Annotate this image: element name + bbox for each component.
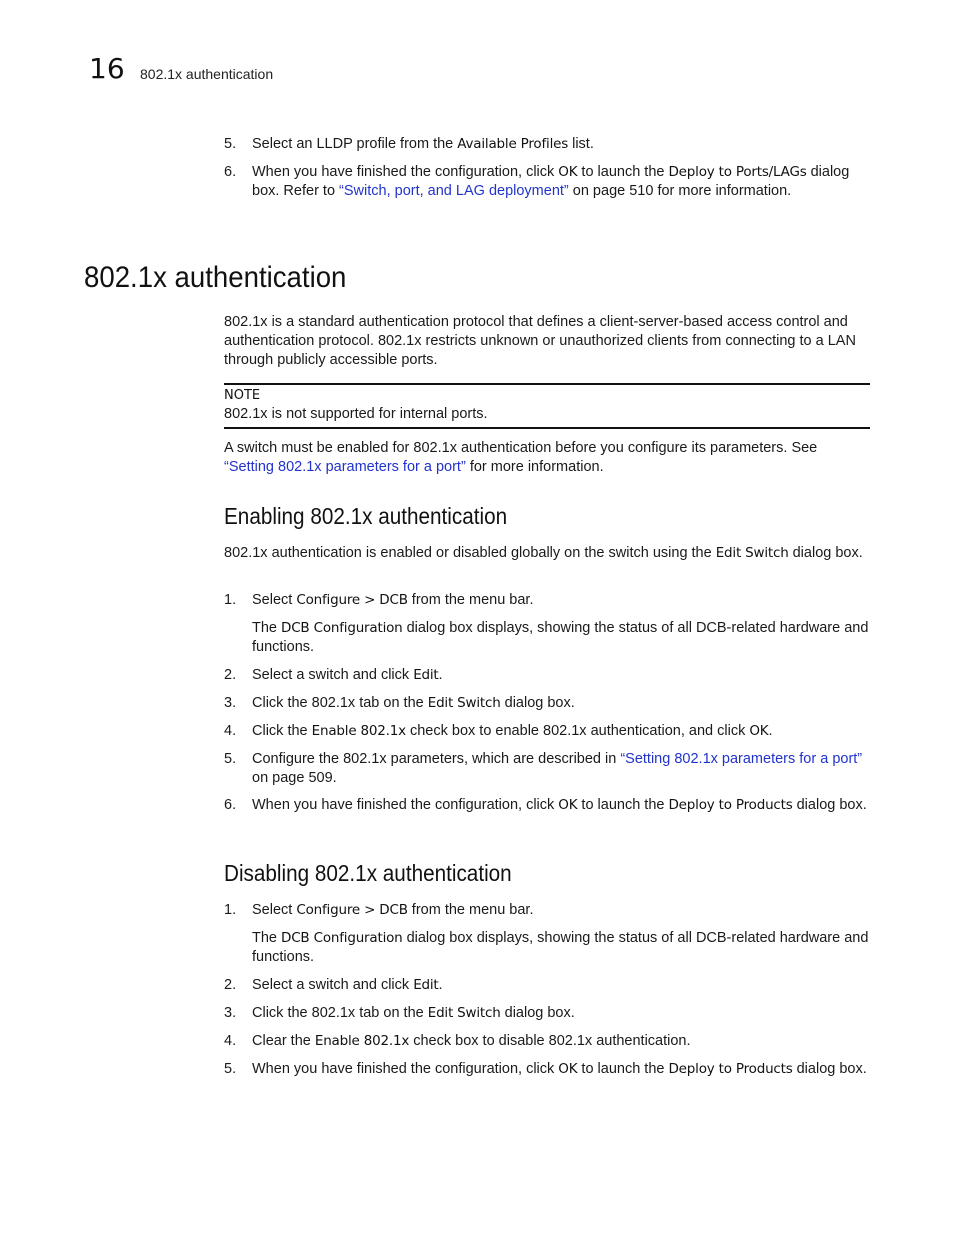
subsection-title-enabling: Enabling 802.1x authentication — [224, 503, 508, 529]
subsection-title-disabling: Disabling 802.1x authentication — [224, 860, 512, 886]
ui-term: Available Profiles — [457, 136, 569, 152]
ui-term: OK — [558, 1061, 578, 1077]
ui-term: Deploy to Ports/LAGs — [668, 164, 807, 180]
section-intro: 802.1x is a standard authentication protocol that defines a client-server-based access control and authentication protocol. 802.1x restricts unknown or unauthorized clients from connecting to a LAN through publicly accessible ports. — [224, 314, 856, 368]
ui-term: Configure > DCB — [296, 592, 408, 608]
step-detail: The DCB Configuration dialog box displays, showing the status of all DCB-related hardware and functions. — [252, 620, 869, 655]
step-number: 4. — [224, 723, 237, 739]
ui-term: DCB Configuration — [281, 930, 403, 946]
list-item: 4. Clear the Enable 802.1x check box to disable 802.1x authentication. — [224, 1033, 691, 1049]
note-bottom-rule — [224, 427, 870, 429]
list-item: 3. Click the 802.1x tab on the Edit Switch dialog box. — [224, 695, 575, 711]
list-item: 1. Select Configure > DCB from the menu bar. — [224, 592, 534, 608]
list-item: 4. Click the Enable 802.1x check box to enable 802.1x authentication, and click OK. — [224, 723, 773, 739]
step-number: 2. — [224, 667, 237, 683]
step-number: 6. — [224, 797, 237, 813]
step-number: 3. — [224, 695, 237, 711]
chapter-number: 16 — [89, 52, 125, 85]
note-label: NOTE — [224, 388, 261, 403]
list-item: 1. Select Configure > DCB from the menu bar. — [224, 902, 534, 918]
ui-term: OK — [558, 164, 578, 180]
note-top-rule — [224, 383, 870, 385]
list-item: 2. Select a switch and click Edit. — [224, 977, 443, 993]
step-number: 4. — [224, 1033, 237, 1049]
ui-term: Configure > DCB — [296, 902, 408, 918]
step-number: 2. — [224, 977, 237, 993]
cross-reference-link[interactable]: “Switch, port, and LAG deployment” — [339, 183, 569, 199]
list-item: 3. Click the 802.1x tab on the Edit Switch dialog box. — [224, 1005, 575, 1021]
list-item: 2. Select a switch and click Edit. — [224, 667, 443, 683]
chapter-title: 802.1x authentication — [140, 66, 274, 82]
section-title: 802.1x authentication — [84, 261, 347, 294]
list-item: 6. When you have finished the configuration, click OK to launch the Deploy to Ports/LAGs dialog box. Refer to “Switch, port, and LAG deployment” on page 510 for more information. — [224, 164, 850, 199]
ui-term: Enable 802.1x — [314, 1033, 410, 1049]
paragraph: A switch must be enabled for 802.1x authentication before you configure its parameters. See “Setting 802.1x parameters for a port” for more information. — [224, 440, 818, 475]
ui-term: Edit Switch — [427, 1005, 501, 1021]
step-number: 3. — [224, 1005, 237, 1021]
ui-term: Deploy to Products — [668, 1061, 793, 1077]
cross-reference-link[interactable]: “Setting 802.1x parameters for a port” — [224, 459, 466, 475]
step-number: 5. — [224, 751, 237, 767]
list-item: 6. When you have finished the configuration, click OK to launch the Deploy to Products dialog box. — [224, 797, 867, 813]
ui-term: Deploy to Products — [668, 797, 793, 813]
ui-term: DCB Configuration — [281, 620, 403, 636]
ui-term: Enable 802.1x — [311, 723, 406, 739]
note-text: 802.1x is not supported for internal ports. — [224, 406, 488, 422]
step-number: 5. — [224, 136, 237, 152]
step-detail: The DCB Configuration dialog box displays, showing the status of all DCB-related hardware and functions. — [252, 930, 869, 965]
cross-reference-link[interactable]: “Setting 802.1x parameters for a port” — [620, 751, 863, 767]
ui-term: OK — [749, 723, 769, 739]
step-number: 5. — [224, 1061, 237, 1077]
ui-term: Edit — [413, 667, 439, 683]
list-item: 5. When you have finished the configuration, click OK to launch the Deploy to Products dialog box. — [224, 1061, 867, 1077]
step-number: 1. — [224, 902, 237, 918]
ui-term: Edit Switch — [427, 695, 501, 711]
step-number: 1. — [224, 592, 237, 608]
list-item: 5. Configure the 802.1x parameters, which are described in “Setting 802.1x parameters for a port” on page 509. — [224, 751, 863, 786]
ui-term: Edit — [413, 977, 439, 993]
list-item: 5. Select an LLDP profile from the Available Profiles list. — [224, 136, 594, 152]
paragraph: 802.1x authentication is enabled or disabled globally on the switch using the Edit Switch dialog box. — [224, 545, 863, 561]
ui-term: OK — [558, 797, 578, 813]
ui-term: Edit Switch — [715, 545, 789, 561]
step-number: 6. — [224, 164, 237, 180]
